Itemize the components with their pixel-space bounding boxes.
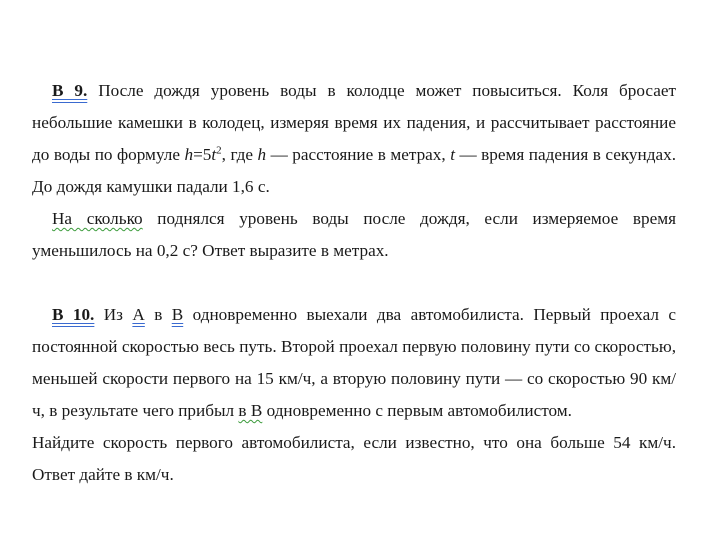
- problem-b10-question: Найдите скорость первого автомобилиста, если известно, что она больше 54 км/ч. Ответ дайте в км/ч.: [32, 433, 676, 484]
- b10-text-c: одновременно выехали два автомобилиста. Первый проехал с постоянной скоростью весь путь. Второй проехал первую половину пути со скоростью, меньшей скорости первого на 15 км/ч, а вторую половину пути — со скоростью 90 км/ч, в результате чего прибыл: [32, 305, 676, 420]
- question-start: На сколько: [52, 209, 143, 228]
- arrive-in-b: в В: [238, 401, 263, 420]
- problem-b10-statement: [32, 299, 676, 427]
- formula-mid: =5: [193, 145, 212, 164]
- var-t: t: [450, 145, 455, 164]
- b9-text-1: После дождя уровень воды в колодце может повыситься. Коля бросает небольшие камешки в колодец, измеряя время их падения, и рассчитывает расстояние до воды по формуле: [32, 81, 676, 164]
- point-b: В: [171, 305, 184, 324]
- document-page: [32, 75, 676, 491]
- b10-text-d: одновременно с первым автомобилистом.: [262, 401, 572, 420]
- h-description: — расстояние в метрах,: [266, 145, 451, 164]
- problem-b9-statement: [32, 75, 676, 203]
- b10-text-a: Из: [94, 305, 133, 324]
- problem-b9-label: В 9.: [52, 81, 88, 100]
- b10-text-b: в: [144, 305, 172, 324]
- point-a: А: [132, 305, 145, 324]
- t-description: — время падения в секундах. До дождя камушки падали 1,6 с.: [32, 145, 676, 196]
- problem-b9-question: [32, 203, 676, 267]
- var-h: h: [257, 145, 267, 164]
- formula-var-t: t: [211, 145, 217, 164]
- b9-after-formula: , где: [221, 145, 258, 164]
- paragraph-gap: [32, 267, 676, 299]
- formula-exponent: 2: [216, 144, 222, 157]
- formula-var-h: h: [184, 145, 194, 164]
- problem-b10-label: В 10.: [52, 305, 95, 324]
- question-rest: поднялся уровень воды после дождя, если измеряемое время уменьшилось на 0,2 с? Ответ выразите в метрах.: [32, 209, 676, 260]
